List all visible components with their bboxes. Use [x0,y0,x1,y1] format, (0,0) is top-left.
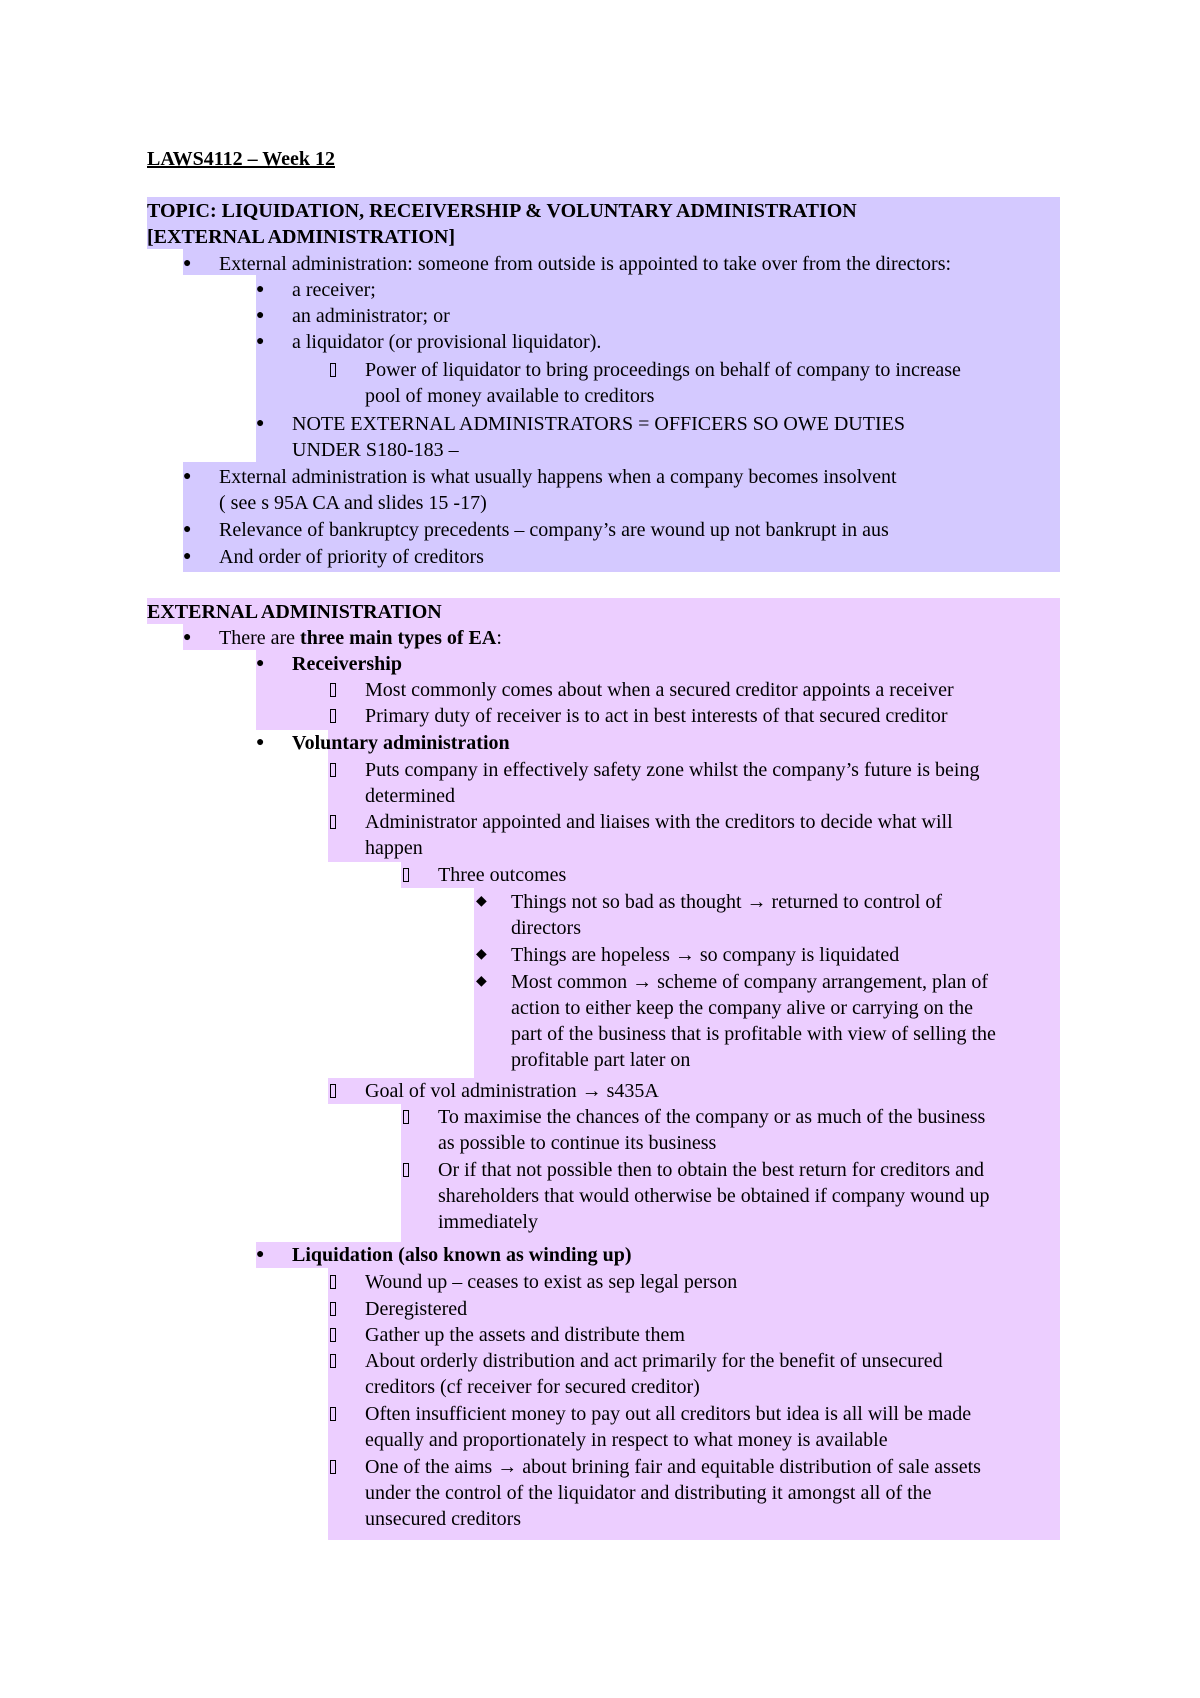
square-bullet-icon [330,1460,336,1474]
list-item: Three outcomes [438,864,567,886]
list-item: Relevance of bankruptcy precedents – company’s are wound up not bankrupt in aus [219,519,889,541]
square-bullet-icon [330,1084,336,1098]
list-item: NOTE EXTERNAL ADMINISTRATORS = OFFICERS SO OWE DUTIES [292,413,905,435]
subheading-voluntary-administration: Voluntary administration [292,732,510,754]
list-item: Goal of vol administration → s435A [365,1080,659,1102]
list-item-continued: immediately [438,1211,538,1233]
list-item: a liquidator (or provisional liquidator). [292,331,602,353]
list-item-continued: action to either keep the company alive or carrying on the [511,997,974,1019]
bullet-icon: ● [183,522,192,537]
list-item: External administration: someone from outside is appointed to take over from the directors: [219,253,952,275]
square-bullet-icon [330,1407,336,1421]
diamond-bullet-icon: ◆ [476,894,487,909]
list-item: About orderly distribution and act primarily for the benefit of unsecured [365,1350,943,1372]
square-bullet-icon [403,868,409,882]
bullet-icon: ● [256,1247,265,1262]
square-bullet-icon [330,683,336,697]
list-item: Things are hopeless → so company is liquidated [511,944,900,966]
list-item-continued: under the control of the liquidator and distributing it amongst all of the [365,1482,932,1504]
list-item: a receiver; [292,279,376,301]
list-item: Power of liquidator to bring proceedings on behalf of company to increase [365,359,961,381]
list-item: One of the aims → about brining fair and equitable distribution of sale assets [365,1456,981,1478]
types-bold: three main types of EA [300,627,497,649]
subheading-receivership: Receivership [292,653,402,675]
square-bullet-icon [330,763,336,777]
list-item-continued: determined [365,785,455,807]
list-item [219,625,502,651]
types-suffix: : [496,627,502,649]
subheading-liquidation: Liquidation (also known as winding up) [292,1244,632,1266]
square-bullet-icon [330,1275,336,1289]
list-item-continued: directors [511,917,581,939]
list-item: an administrator; or [292,305,450,327]
bullet-icon: ● [183,256,192,271]
bullet-icon: ● [256,416,265,431]
list-item: Gather up the assets and distribute them [365,1324,685,1346]
bullet-icon: ● [183,630,192,645]
list-item: Things not so bad as thought → returned to control of [511,891,943,913]
list-item: Wound up – ceases to exist as sep legal person [365,1271,738,1293]
square-bullet-icon [330,815,336,829]
bullet-icon: ● [256,735,265,750]
list-item: To maximise the chances of the company or as much of the business [438,1106,986,1128]
square-bullet-icon [403,1163,409,1177]
list-item: Administrator appointed and liaises with the creditors to decide what will [365,811,953,833]
list-item: External administration is what usually happens when a company becomes insolvent [219,466,897,488]
diamond-bullet-icon: ◆ [476,974,487,989]
list-item-continued: equally and proportionately in respect to what money is available [365,1429,888,1451]
list-item: Deregistered [365,1298,468,1320]
document-title: LAWS4112 – Week 12 [147,148,335,170]
bullet-icon: ● [183,469,192,484]
list-item-continued: pool of money available to creditors [365,385,655,407]
list-item: Most commonly comes about when a secured creditor appoints a receiver [365,679,954,701]
square-bullet-icon [330,1354,336,1368]
list-item-continued: profitable part later on [511,1049,691,1071]
section1-heading-sub: [EXTERNAL ADMINISTRATION] [147,226,456,248]
bullet-icon: ● [256,656,265,671]
list-item: Primary duty of receiver is to act in best interests of that secured creditor [365,705,948,727]
list-item-continued: part of the business that is profitable with view of selling the [511,1023,996,1045]
bullet-icon: ● [256,308,265,323]
types-prefix: There are [219,627,301,649]
list-item: And order of priority of creditors [219,546,484,568]
square-bullet-icon [330,363,336,377]
section2-heading: EXTERNAL ADMINISTRATION [147,601,442,623]
list-item-continued: shareholders that would otherwise be obtained if company wound up [438,1185,990,1207]
square-bullet-icon [403,1110,409,1124]
bullet-icon: ● [256,334,265,349]
square-bullet-icon [330,1328,336,1342]
list-item-continued: creditors (cf receiver for secured creditor) [365,1376,700,1398]
square-bullet-icon [330,1302,336,1316]
list-item-continued: ( see s 95A CA and slides 15 -17) [219,492,487,514]
diamond-bullet-icon: ◆ [476,947,487,962]
list-item: Or if that not possible then to obtain the best return for creditors and [438,1159,984,1181]
square-bullet-icon [330,709,336,723]
list-item-continued: UNDER S180-183 – [292,439,459,461]
list-item: Puts company in effectively safety zone whilst the company’s future is being [365,759,980,781]
bullet-icon: ● [256,282,265,297]
list-item-continued: unsecured creditors [365,1508,522,1530]
list-item-continued: happen [365,837,423,859]
list-item-continued: as possible to continue its business [438,1132,717,1154]
section1-heading: TOPIC: LIQUIDATION, RECEIVERSHIP & VOLUNTARY ADMINISTRATION [147,200,857,222]
list-item: Often insufficient money to pay out all creditors but idea is all will be made [365,1403,972,1425]
list-item: Most common → scheme of company arrangement, plan of [511,971,989,993]
bullet-icon: ● [183,549,192,564]
